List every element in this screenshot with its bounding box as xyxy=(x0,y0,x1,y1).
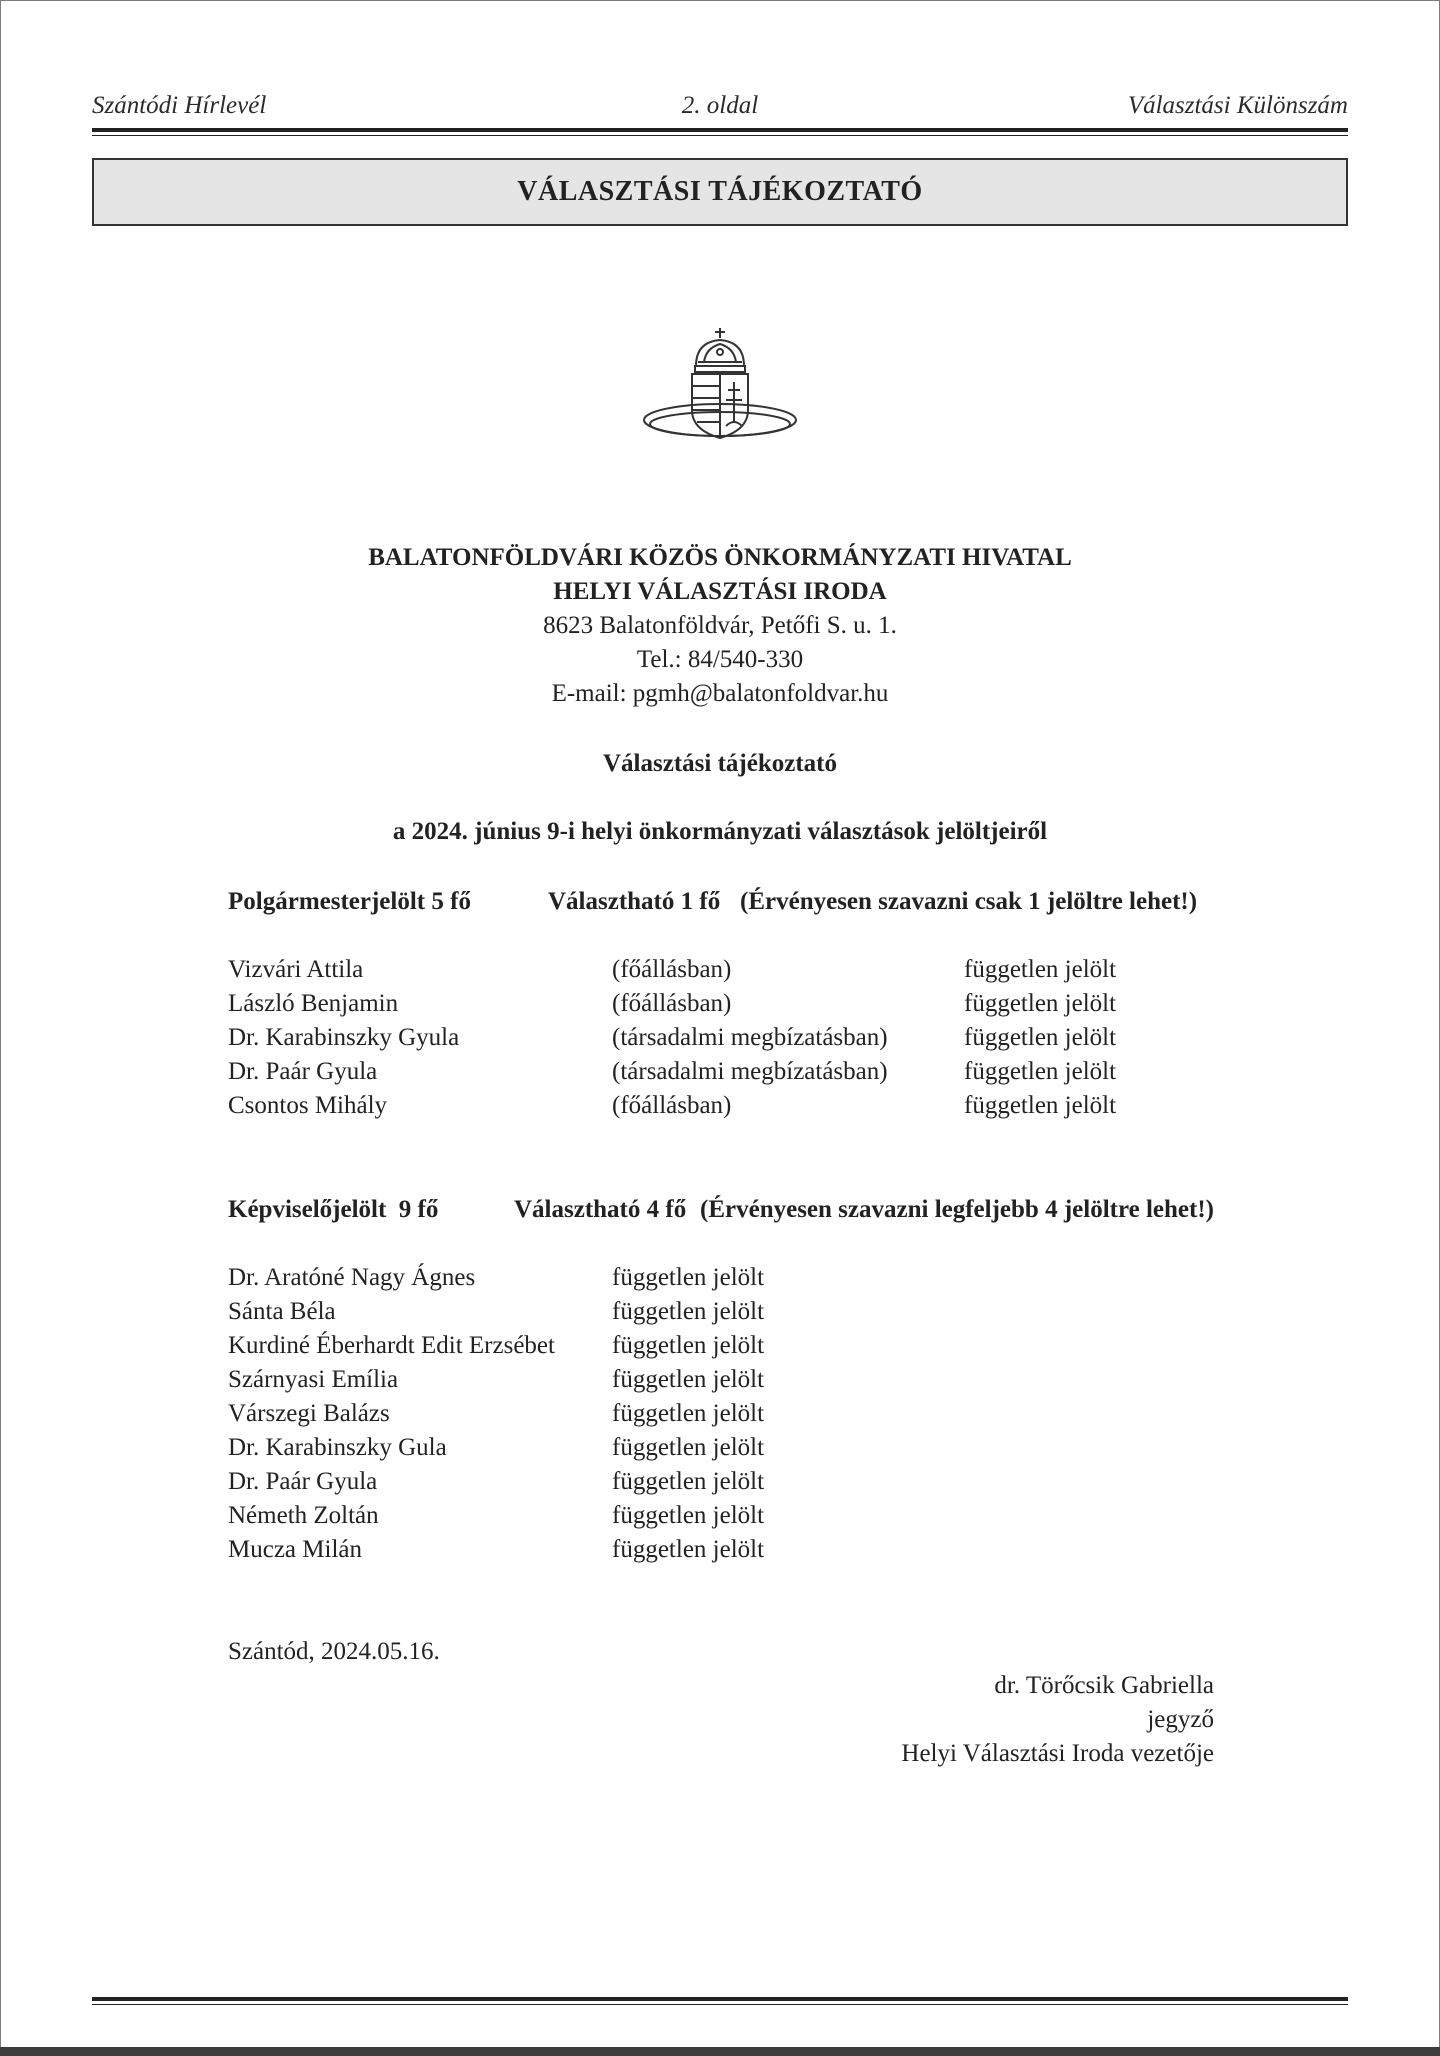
hungarian-coat-of-arms-icon xyxy=(640,326,800,448)
office-email: E-mail: pgmh@balatonfoldvar.hu xyxy=(551,680,889,707)
council-candidate-name: Várszegi Balázs xyxy=(228,1400,390,1427)
council-candidate-affiliation: független jelölt xyxy=(612,1536,765,1563)
council-electable: Választható 4 fő xyxy=(514,1196,687,1223)
mayor-candidate-affiliation: független jelölt xyxy=(964,1058,1117,1085)
council-candidate-affiliation: független jelölt xyxy=(612,1468,765,1495)
mayor-candidate-name: Dr. Paár Gyula xyxy=(228,1058,378,1085)
signer-name: dr. Törőcsik Gabriella xyxy=(994,1672,1214,1699)
mayor-candidate-affiliation: független jelölt xyxy=(964,1024,1117,1051)
section-title-box xyxy=(92,158,1348,226)
notice-title: Választási tájékoztató xyxy=(603,750,837,777)
footer-rule xyxy=(92,1997,1348,2001)
mayor-candidate-affiliation: független jelölt xyxy=(964,1092,1117,1119)
header-rule xyxy=(92,128,1348,132)
council-candidate-affiliation: független jelölt xyxy=(612,1502,765,1529)
mayor-candidate-name: Vizvári Attila xyxy=(228,956,364,983)
council-candidate-name: Sánta Béla xyxy=(228,1298,336,1325)
signer-role: Helyi Választási Iroda vezetője xyxy=(901,1740,1214,1767)
place-date: Szántód, 2024.05.16. xyxy=(228,1638,440,1665)
council-rule: (Érvényesen szavazni legfeljebb 4 jelöltre lehet!) xyxy=(700,1196,1214,1223)
council-candidate-affiliation: független jelölt xyxy=(612,1264,765,1291)
council-candidate-name: Dr. Paár Gyula xyxy=(228,1468,378,1495)
council-candidate-affiliation: független jelölt xyxy=(612,1400,765,1427)
council-candidate-name: Dr. Karabinszky Gula xyxy=(228,1434,447,1461)
office-name-line-1: BALATONFÖLDVÁRI KÖZÖS ÖNKORMÁNYZATI HIVATAL xyxy=(368,544,1072,571)
footer-rule-thin xyxy=(92,2004,1348,2005)
mayor-candidate-name: Dr. Karabinszky Gyula xyxy=(228,1024,460,1051)
mayor-candidate-status: (társadalmi megbízatásban) xyxy=(612,1024,888,1051)
section-title: VÁLASZTÁSI TÁJÉKOZTATÓ xyxy=(517,176,923,207)
council-candidate-affiliation: független jelölt xyxy=(612,1298,765,1325)
newsletter-name: Szántódi Hírlevél xyxy=(92,92,267,119)
mayor-candidate-status: (társadalmi megbízatásban) xyxy=(612,1058,888,1085)
mayor-candidate-status: (főállásban) xyxy=(612,1092,732,1119)
mayor-candidate-affiliation: független jelölt xyxy=(964,956,1117,983)
council-candidate-affiliation: független jelölt xyxy=(612,1434,765,1461)
council-heading: Képviselőjelölt 9 fő xyxy=(228,1196,439,1223)
mayor-heading: Polgármesterjelölt 5 fő xyxy=(228,888,471,915)
mayor-candidate-name: Csontos Mihály xyxy=(228,1092,388,1119)
office-address: 8623 Balatonföldvár, Petőfi S. u. 1. xyxy=(543,612,897,639)
notice-subtitle: a 2024. június 9-i helyi önkormányzati választások jelöltjeiről xyxy=(392,818,1048,845)
office-name-line-2: HELYI VÁLASZTÁSI IRODA xyxy=(553,578,887,605)
council-candidate-name: Kurdiné Éberhardt Edit Erzsébet xyxy=(228,1332,555,1359)
mayor-electable: Választható 1 fő xyxy=(548,888,721,915)
issue-name: Választási Különszám xyxy=(1127,92,1348,119)
council-candidate-affiliation: független jelölt xyxy=(612,1366,765,1393)
mayor-candidate-name: László Benjamin xyxy=(228,990,399,1017)
header-rule-thin xyxy=(92,135,1348,136)
mayor-rule: (Érvényesen szavazni csak 1 jelöltre lehet!) xyxy=(740,888,1198,915)
page-number: 2. oldal xyxy=(681,92,759,119)
office-phone: Tel.: 84/540-330 xyxy=(636,646,804,673)
council-candidate-name: Németh Zoltán xyxy=(228,1502,379,1529)
bottom-strip xyxy=(0,2047,1440,2056)
council-candidate-name: Mucza Milán xyxy=(228,1536,362,1563)
council-candidate-name: Dr. Aratóné Nagy Ágnes xyxy=(228,1264,476,1291)
running-header xyxy=(92,88,1348,128)
council-candidate-affiliation: független jelölt xyxy=(612,1332,765,1359)
signer-title: jegyző xyxy=(1147,1706,1214,1733)
council-candidate-name: Szárnyasi Emília xyxy=(228,1366,399,1393)
mayor-candidate-affiliation: független jelölt xyxy=(964,990,1117,1017)
mayor-candidate-status: (főállásban) xyxy=(612,956,732,983)
mayor-candidate-status: (főállásban) xyxy=(612,990,732,1017)
